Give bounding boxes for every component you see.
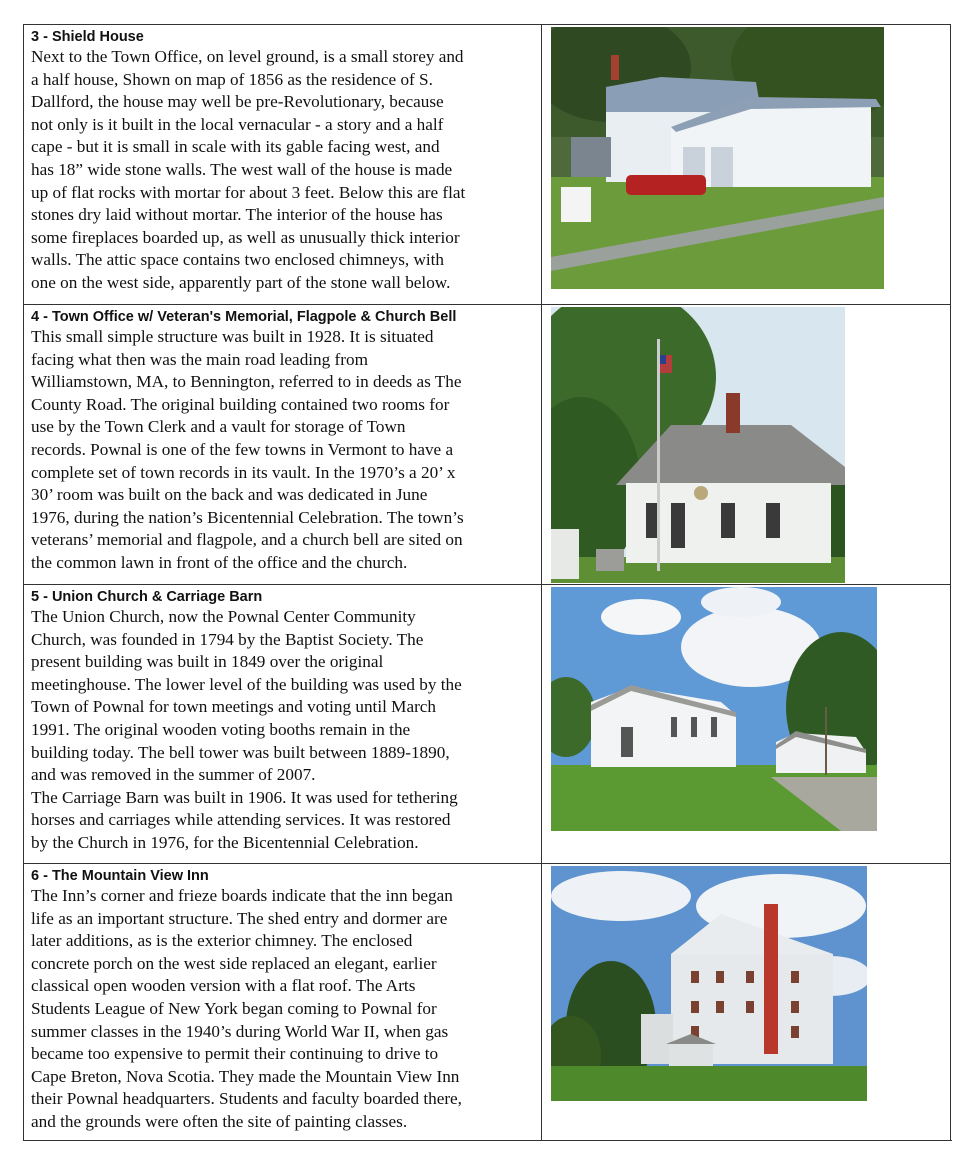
entry-row-union-church	[23, 584, 951, 863]
entry-body: This small simple structure was built in 1928. It is situated facing what then was the main road leading from Williamstown, MA, to Bennington, referred to in deeds as The County Road. The original building contained two rooms for use by the Town Clerk and a vault for storage of Town records. Pownal is one of the few towns in Vermont to have a complete set of town records in its vault. In the 1970’s a 20’ x 30’ room was built on the back and was dedicated in June 1976, during the nation’s Bicentennial Celebration. The town’s veterans’ memorial and flagpole, and a church bell are sited on the common lawn in front of the office and the church.	[31, 327, 464, 572]
shield-house-photo	[551, 27, 884, 289]
entry-photo-cell	[541, 584, 951, 863]
entry-heading: 4 - Town Office w/ Veteran's Memorial, Flagpole & Church Bell	[31, 309, 457, 325]
entry-text-cell	[23, 863, 541, 1140]
entry-photo-cell	[541, 304, 951, 584]
entry-text-cell	[23, 24, 541, 304]
entry-body: The Union Church, now the Pownal Center Community Church, was founded in 1794 by the Baptist Society. The present building was built in 1849 over the original meetinghouse. The lower level of the building was used by the Town of Pownal for town meetings and voting until March 1991. The original wooden voting booths remain in the building today. The bell tower was built between 1889-1890, and was removed in the summer of 2007. The Carriage Barn was built in 1906. It was used for tethering horses and carriages while attending services. It was restored by the Church in 1976, for the Bicentennial Celebration.	[31, 607, 462, 852]
union-church-photo	[551, 587, 877, 831]
entry-row-town-office	[23, 304, 951, 584]
entry-body: Next to the Town Office, on level ground, is a small storey and a half house, Shown on map of 1856 as the residence of S. Dallford, the house may well be pre-Revolutionary, because not only is it built in the local vernacular - a story and a half cape - but it is small in scale with its gable facing west, and has 18” wide stone walls. The west wall of the house is made up of flat rocks with mortar for about 3 feet. Below this are flat stones dry laid without mortar. The interior of the house has some fireplaces boarded up, as well as unusually thick interior walls. The attic space contains two enclosed chimneys, with one on the west side, apparently part of the stone wall below.	[31, 47, 466, 292]
entry-text-cell	[23, 584, 541, 863]
entry-heading: 5 - Union Church & Carriage Barn	[31, 589, 263, 605]
entry-row-mountain-view-inn	[23, 863, 951, 1140]
table-bottom-border	[23, 1140, 952, 1141]
entry-heading: 3 - Shield House	[31, 29, 144, 45]
entry-photo-cell	[541, 24, 951, 304]
entry-text-cell	[23, 304, 541, 584]
entry-body: The Inn’s corner and frieze boards indicate that the inn began life as an important structure. The shed entry and dormer are later additions, as is the exterior chimney. The enclosed concrete porch on the west side replaced an elegant, earlier classical open wooden version with a flat roof. The Arts Students League of New York began coming to Pownal for summer classes in the 1940’s during World War II, when gas became too expensive to permit their continuing to drive to Cape Breton, Nova Scotia. They made the Mountain View Inn their Pownal headquarters. Students and faculty boarded there, and the grounds were often the site of painting classes.	[31, 886, 462, 1131]
entry-row-shield-house	[23, 24, 951, 304]
entry-photo-cell	[541, 863, 951, 1140]
entry-heading: 6 - The Mountain View Inn	[31, 868, 209, 884]
town-office-photo	[551, 307, 845, 583]
mountain-view-inn-photo	[551, 866, 867, 1101]
